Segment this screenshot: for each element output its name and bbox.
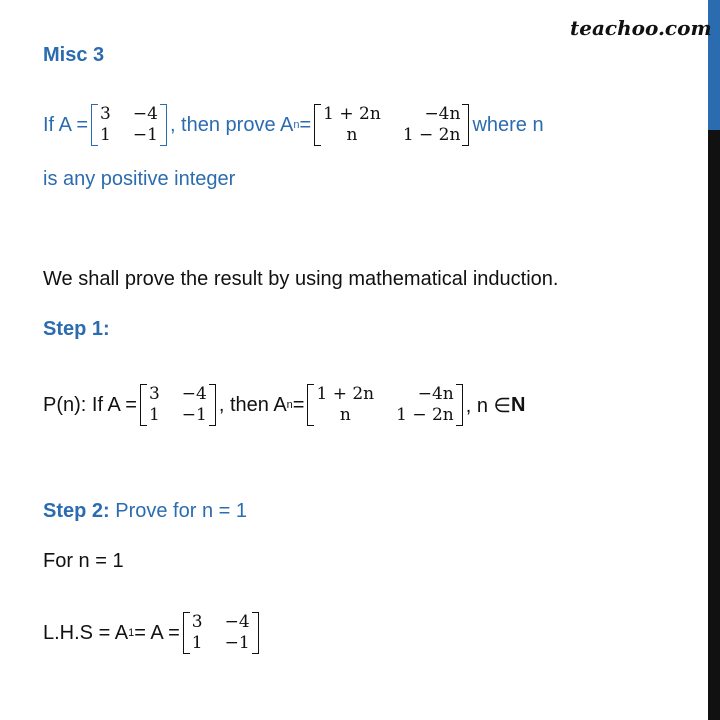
matrix-bracket-left (307, 384, 314, 426)
step2-desc: Prove for n = 1 (109, 500, 247, 522)
step2-line (43, 500, 247, 523)
matrix-bracket-left (91, 104, 98, 146)
matrix-cell: −1 (132, 125, 158, 145)
matrix-cell: n (346, 125, 358, 145)
matrix-bracket-right (252, 612, 259, 654)
matrix-cell: −4n (417, 384, 454, 404)
matrix-an (314, 104, 469, 146)
pn-prefix: P(n): If A = (43, 393, 137, 416)
matrix-bracket-left (314, 104, 321, 146)
matrix-bracket-left (183, 612, 190, 654)
matrix-cell: 1 (191, 633, 203, 653)
lhs-mid: = A = (134, 621, 180, 644)
step1-label: Step 1: (43, 318, 110, 340)
matrix-an-grid (314, 384, 455, 426)
for-n-text: For n = 1 (43, 550, 124, 572)
matrix-cell: −4n (424, 104, 461, 124)
matrix-bracket-right (462, 104, 469, 146)
matrix-a (183, 612, 259, 654)
scrollbar-lower (708, 130, 720, 720)
matrix-cell: 1 (148, 405, 160, 425)
matrix-cell: −4 (181, 384, 207, 404)
matrix-cell: 3 (191, 612, 203, 632)
matrix-cell: 1 − 2n (396, 405, 454, 425)
matrix-a-grid (190, 612, 252, 654)
matrix-cell: −4 (132, 104, 158, 124)
matrix-cell: 3 (148, 384, 160, 404)
matrix-bracket-right (160, 104, 167, 146)
matrix-a (91, 104, 167, 146)
matrix-cell: 1 + 2n (316, 384, 375, 404)
question-line: If A = 3 −4 1 −1 , then prove A n = 1 + 2n −4n n 1 − 2n where n (43, 104, 544, 145)
natural-numbers-set: N (510, 393, 526, 416)
step2-label: Step 2: (43, 500, 110, 522)
question-then: , then prove A (169, 113, 294, 136)
matrix-a (140, 384, 216, 426)
question-eq: = (299, 113, 312, 136)
matrix-an-grid (321, 104, 462, 146)
matrix-a-grid (147, 384, 209, 426)
matrix-cell: −1 (224, 633, 250, 653)
question-line-2: is any positive integer (43, 168, 236, 190)
page-title: Misc 3 (43, 44, 105, 66)
matrix-cell: 3 (100, 104, 111, 124)
question-if: If A = (43, 113, 89, 136)
intro-text: We shall prove the result by using mathematical induction. (43, 268, 559, 290)
teachoo-logo: teachoo.com (570, 16, 712, 40)
matrix-bracket-right (209, 384, 216, 426)
matrix-a-grid (98, 104, 160, 146)
lhs-prefix: L.H.S = A (43, 621, 129, 644)
matrix-cell: 1 (100, 125, 111, 145)
matrix-cell: −4 (224, 612, 250, 632)
pn-suffix: , n ∈ (465, 394, 511, 417)
matrix-an (307, 384, 462, 426)
matrix-cell: −1 (181, 405, 207, 425)
pn-eq: = (292, 393, 305, 416)
question-where: where n (472, 113, 544, 136)
matrix-bracket-right (456, 384, 463, 426)
step1-pn-line: P(n): If A = 3 −4 1 −1 , then A n = 1 + 2n −4n n 1 − 2n , n ∈ N (43, 384, 526, 425)
matrix-bracket-left (140, 384, 147, 426)
matrix-cell: 1 − 2n (402, 125, 461, 145)
matrix-cell: 1 + 2n (323, 104, 381, 124)
pn-then: , then A (218, 393, 287, 416)
matrix-cell: n (339, 405, 351, 425)
lhs-line: L.H.S = A 1 = A = 3 −4 1 −1 (43, 612, 262, 654)
